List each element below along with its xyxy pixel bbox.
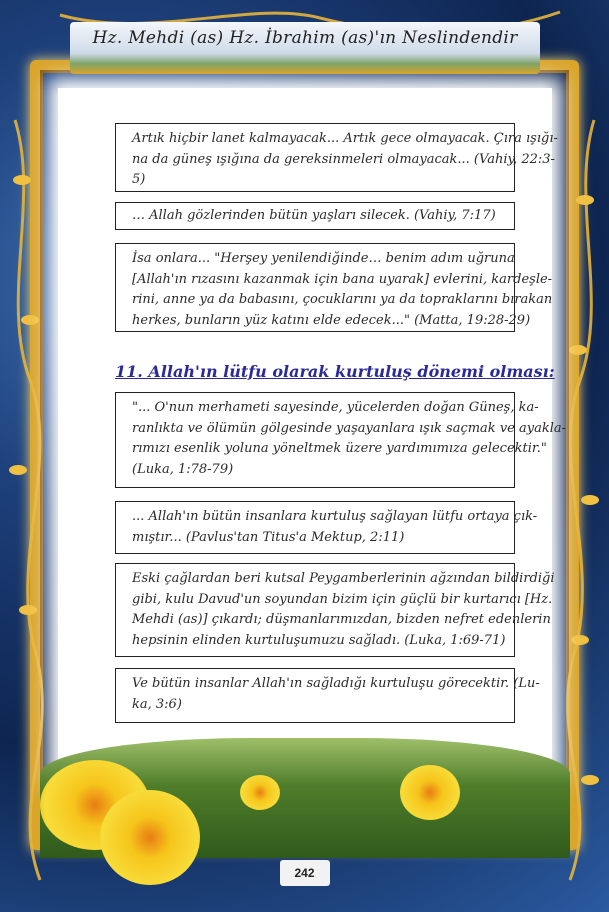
running-header-title: Hz. Mehdi (as) Hz. İbrahim (as)'ın Neslindendir <box>92 28 518 48</box>
quote-line: Artık hiçbir lanet kalmayacak... Artık gece olmayacak. Çıra ışığı- <box>132 131 558 146</box>
quote-box <box>115 202 515 230</box>
quote-box <box>115 123 558 192</box>
quote-line: rımızı esenlik yoluna yöneltmek üzere yardımımıza gelecektir." <box>132 441 547 456</box>
quote-line: mıştır... (Pavlus'tan Titus'a Mektup, 2:11) <box>132 529 405 545</box>
quote-line: rini, anne ya da babasını, çocuklarını ya da topraklarını bırakan <box>132 292 553 307</box>
quote-line: Eski çağlardan beri kutsal Peygamberlerinin ağzından bildirdiği <box>132 571 555 586</box>
quote-line: (Luka, 1:78-79) <box>132 461 234 477</box>
quote-box <box>115 668 540 723</box>
section-heading: 11. Allah'ın lütfu olarak kurtuluş dönemi olması: <box>115 362 555 381</box>
quote-line: ka, 3:6) <box>132 696 182 712</box>
quote-line: [Allah'ın rızasını kazanmak için bana uyarak] evlerini, kardeşle- <box>132 271 553 287</box>
quote-line: Ve bütün insanlar Allah'ın sağladığı kurtuluşu görecektir. (Lu- <box>132 676 540 691</box>
quote-line: gibi, kulu Davud'un soyundan bizim için güçlü bir kurtarıcı [Hz. <box>132 591 553 607</box>
page-number: 242 <box>294 866 315 880</box>
quote-line: İsa onlara... "Herşey yenilendiğinde… benim adım uğruna <box>132 251 515 266</box>
quote-line: … Allah gözlerinden bütün yaşları silecek. (Vahiy, 7:17) <box>132 208 496 223</box>
yellow-flower-image <box>400 765 460 820</box>
quote-line: hepsinin elinden kurtuluşumuzu sağladı. (Luka, 1:69-71) <box>132 632 506 648</box>
quote-box <box>115 243 553 332</box>
quote-line: "... O'nun merhameti sayesinde, yücelerden doğan Güneş, ka- <box>132 400 539 415</box>
header-banner <box>70 22 540 74</box>
yellow-flower-image <box>240 775 280 810</box>
quote-line: ranlıkta ve ölümün gölgesinde yaşayanlara ışık saçmak ve ayakla- <box>132 420 567 436</box>
quote-line: 5) <box>132 172 146 187</box>
quote-line: herkes, bunların yüz katını elde edecek..." (Matta, 19:28-29) <box>132 312 531 328</box>
quote-line: ... Allah'ın bütün insanlara kurtuluş sağlayan lütfu ortaya çık- <box>132 509 538 524</box>
quote-line: na da güneş ışığına da gereksinmeleri olmayacak... (Vahiy, 22:3- <box>132 151 555 167</box>
quote-box <box>115 563 555 657</box>
quote-box <box>115 501 538 554</box>
quote-line: Mehdi (as)] çıkardı; düşmanlarımızdan, bizden nefret edenlerin <box>132 612 551 627</box>
quote-box <box>115 392 567 488</box>
